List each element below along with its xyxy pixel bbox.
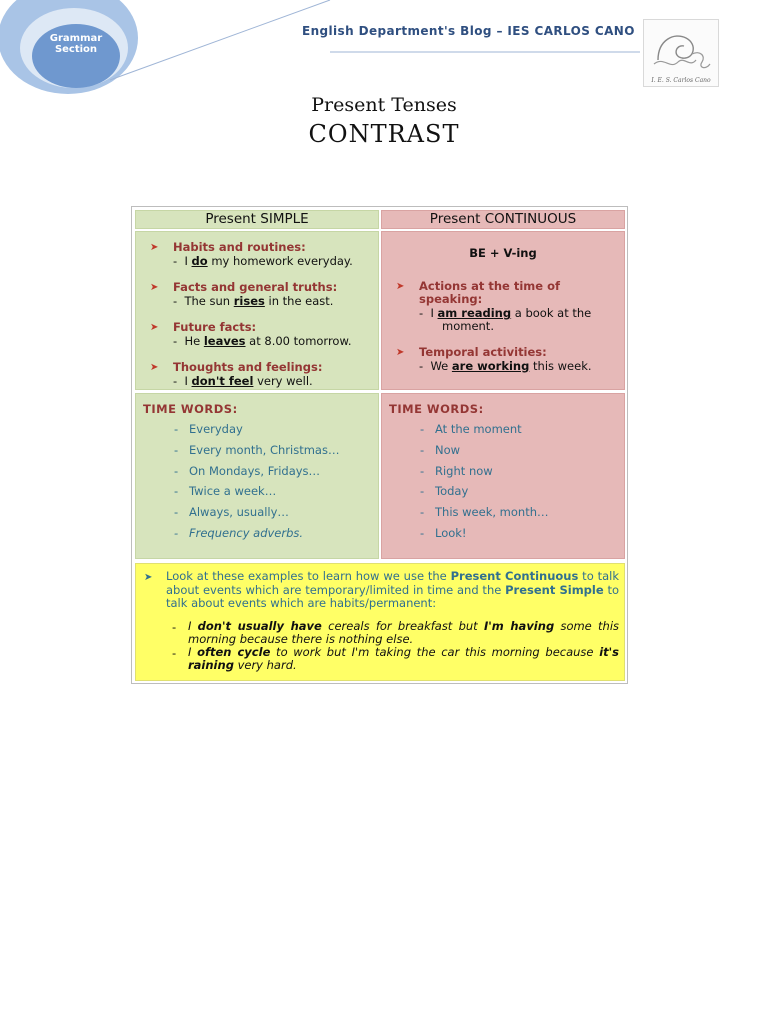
school-logo bbox=[643, 19, 719, 87]
tenses-table bbox=[131, 206, 628, 684]
use-label-cont: speaking: bbox=[419, 292, 483, 306]
arrow-bullet-icon: ➤ bbox=[396, 281, 405, 292]
arrow-bullet-icon: ➤ bbox=[150, 362, 159, 373]
simple-uses-cell bbox=[135, 231, 379, 390]
badge-line2: Section bbox=[54, 44, 98, 55]
use-label: Facts and general truths: bbox=[173, 280, 338, 294]
note-text: Look at these examples to learn how we use the Present Continuous to talk about events which are temporary/limited in time and the Present Simple to talk about events which are habits/permanent: bbox=[166, 569, 620, 610]
time-words-title: TIME WORDS: bbox=[389, 402, 484, 416]
badge-line1: Grammar bbox=[49, 33, 103, 44]
simple-time-words-cell: TIME WORDS: - Everyday - Every month, Christmas… - On Mondays, Fridays… - Twice a week… - Always, usually… - Frequency adverbs. bbox=[135, 393, 379, 559]
simple-heading: Present SIMPLE bbox=[205, 211, 309, 227]
arrow-bullet-icon: ➤ bbox=[150, 242, 159, 253]
logo-icon bbox=[644, 20, 718, 76]
example-sentence: I don't usually have cereals for breakfast but I'm having some this morning because there is nothing else. bbox=[188, 619, 620, 646]
use-label: Actions at the time of bbox=[419, 279, 560, 293]
use-example: - I don't feel very well. bbox=[173, 374, 313, 388]
continuous-time-words-cell: TIME WORDS: - At the moment - Now - Right now - Today - This week, month… - Look! bbox=[381, 393, 625, 559]
arrow-bullet-icon: ➤ bbox=[150, 322, 159, 333]
arrow-bullet-icon: ➤ bbox=[150, 282, 159, 293]
use-label: Future facts: bbox=[173, 320, 257, 334]
example-sentence: I often cycle to work but I'm taking the car this morning because it's raining very hard. bbox=[188, 645, 619, 672]
use-example: - I do my homework everyday. bbox=[173, 254, 353, 268]
simple-heading-cell bbox=[135, 210, 379, 229]
continuous-heading-cell bbox=[381, 210, 625, 229]
blog-title: English Department's Blog – IES CARLOS CANO bbox=[302, 24, 635, 38]
arrow-bullet-icon: ➤ bbox=[396, 347, 405, 358]
time-words-title: TIME WORDS: bbox=[143, 402, 238, 416]
use-label: Thoughts and feelings: bbox=[173, 360, 323, 374]
use-example-cont: moment. bbox=[442, 319, 494, 333]
logo-caption: I. E. S. Carlos Cano bbox=[651, 77, 711, 84]
use-example: - The sun rises in the east. bbox=[173, 294, 334, 308]
use-label: Habits and routines: bbox=[173, 240, 306, 254]
continuous-uses-cell bbox=[381, 231, 625, 390]
dash-bullet: - bbox=[172, 620, 177, 634]
continuous-heading: Present CONTINUOUS bbox=[429, 211, 577, 227]
grammar-section-badge bbox=[40, 33, 112, 55]
formula: BE + V-ing bbox=[469, 246, 537, 260]
page-title: CONTRAST bbox=[308, 120, 460, 148]
dash-bullet: - bbox=[172, 646, 177, 660]
use-example: - We are working this week. bbox=[419, 359, 592, 373]
arrow-bullet-icon: ➤ bbox=[144, 572, 153, 583]
use-example: - I am reading a book at the bbox=[419, 306, 592, 320]
contrast-note-cell bbox=[135, 563, 625, 681]
page-subtitle: Present Tenses bbox=[311, 94, 457, 116]
use-example: - He leaves at 8.00 tomorrow. bbox=[173, 334, 352, 348]
use-label: Temporal activities: bbox=[419, 345, 547, 359]
